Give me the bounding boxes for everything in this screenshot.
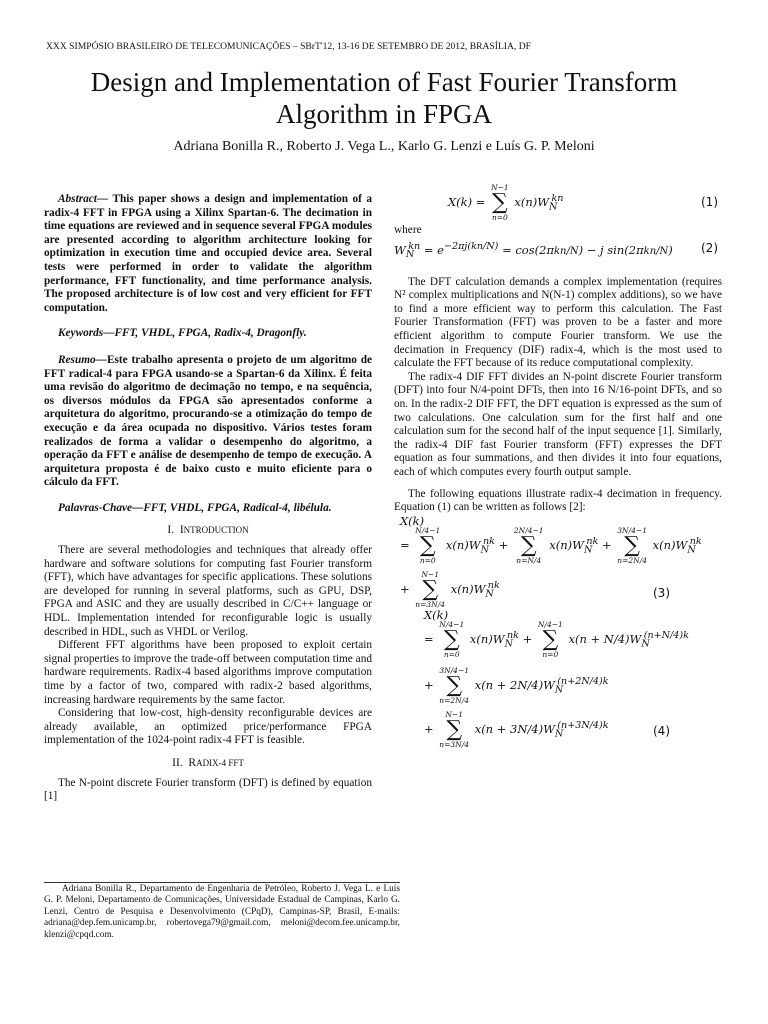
- equation-2: $W_N^{kn} = e^{-2\pi j(kn/N)} = \cos(2\pi kn/N) - j$ sin(2πkn/N) (2): [394, 240, 718, 260]
- abstract-text: This paper shows a design and implementation of a radix-4 FFT in FPGA using a Xilinx Spartan-6. The decimation in time equations are reviewed and in sequence several FPGA modules are presented according to algorithm architecture looking for optimization in execution time and occupied device area. Several tests were performed in order to validate the algorithm performance, FFT functionality, and time performance analysis. The proposed architecture is of low cost and very efficient for FFT computation.: [44, 193, 372, 314]
- author-affiliation-footnote: Adriana Bonilla R., Departamento de Engenharia de Petróleo, Roberto J. Vega L. e Luís G. P. Meloni, Departamento de Comunicações, Universidade Estadual de Campinas, Karlo G. Lenzi, Centro de Pesquisa e Desenvolvimento (CPqD), Campinas-SP, Brasil, E-mails: adriana@dep.fem.unicamp.br, robertovega79@gmail.com, meloni@decom.fee.unicamp.br, klenzi@cpqd.com.: [44, 884, 400, 940]
- abstract: [44, 193, 372, 315]
- dft-paragraph: The DFT calculation demands a complex implementation (requires N² complex multiplications and N(N-1) complex additions), so we have to find a more efficient way to perform this calculation. The Fast Fourier Transformation (FFT) was proven to be a faster and more efficient algorithm to compute Fourier transform. We use the decimation in Frequency (DIF) radix-4, which is the most used to calculate the FFT because of its reduce computational complexity.: [394, 275, 722, 370]
- equation-2-number: (2): [701, 240, 718, 255]
- intro-paragraph: Different FFT algorithms have been proposed to exploit certain signal properties to improve the trade-off between computation time and hardware requirements. Radix-4 based algorithms improve computation time by a factor of two, compared with radix-2 based algorithms, increasing hardware requirements by the same factor.: [44, 639, 372, 706]
- palavras-chave: Palavras-Chave—FFT, VHDL, FPGA, Radical-4, libélula.: [58, 501, 332, 514]
- equation-4-number: (4): [653, 723, 670, 738]
- resumo-text: Este trabalho apresenta o projeto de um algoritmo de FFT radical-4 para FPGA usando-se a Spartan-6 da Xilinx. É feita uma revisão do algoritmo de decimação no tempo, e na sequência, os diversos módulos da FPGA são apresentados conforme a arquitetura do algoritmo, procurando-se a otimização do tempo de execução e da área ocupada no dispositivo. Vários testes foram realizados de forma a validar o desempenho do algoritmo, a operação da FFT e análise de desempenho de tempo de execução. A arquitetura proposta é de baixo custo e muito eficiente para o cálculo da FFT.: [44, 353, 372, 489]
- equation-4: X(k) = N/4−1 ∑ n=0 $x(n)W_N^{nk}$ + N/4−1 ∑ n=0 $x(n + N/4)W_N^{(n+N/4)k}$ + 3N/4−1 ∑ n=2N/4 $x(n + 2N/4)W_N^{(n+2N/4)k}$ + N−1 ∑ n=3N/4 $x(n + 3N/4)W_N^{(n+3N/4)k}$ (4): [424, 607, 689, 749]
- equation-1-number: (1): [701, 195, 718, 209]
- right-column: [394, 180, 722, 759]
- intro-paragraph: There are several methodologies and techniques that already offer hardware and software solutions for computing fast Fourier transform (FFT), which have advantages for specific applications. These solutions are developed for running in several platforms, such as GPU, DSP, FPGA and ASIC and they are usually described in C/C++ language or HDL. Implementation intended for reconfigurable logic is usually described in HDL, such as VHDL or Verilog.: [44, 544, 372, 638]
- equation-3-number: (3): [653, 585, 670, 600]
- radix4-intro-paragraph: The N-point discrete Fourier transform (DFT) is defined by equation [1]: [44, 776, 372, 803]
- paper-title: Design and Implementation of Fast Fourier Transform Algorithm in FPGA: [90, 67, 678, 129]
- abstract-label: Abstract—: [58, 193, 109, 205]
- equation-1: X(k) = N−1 ∑ n=0 $x(n)W_N^{kn}$ (1): [448, 183, 718, 222]
- keywords: Keywords—FFT, VHDL, FPGA, Radix-4, Dragonfly.: [58, 327, 307, 340]
- footnote-divider: [44, 882, 400, 883]
- section-heading-introduction: I. INTRODUCTION: [167, 524, 249, 537]
- equation-3: X(k) = N/4−1 ∑ n=0 $x(n)W_N^{nk}$ + 2N/4−1 ∑ n=N/4 $x(n)W_N^{nk}$ + 3N/4−1 ∑ n=2N/4 $x(n)W_N^{nk}$ + N−1 ∑ n=3N/4 $x(n)W_N^{nk}$ (3): [400, 513, 702, 609]
- radix4-dif-paragraph: The radix-4 DIF FFT divides an N-point discrete Fourier transform (DFT) into four N/4-point DFTs, then into 16 N/16-point DFTs, and so on. In the radix-2 DIF FFT, the DFT equation is expressed as the sum of two calculations. One calculation sum for the first half and one calculation sum for the second half of the input sequence [1]. Similarly, the radix-4 DIF fast Fourier transform (FFT) expresses the DFT equation as four summations, and then divides it into four equations, each of which computes every fourth output sample.: [394, 370, 722, 478]
- section-heading-radix4: II. RADIX-4 FFT: [172, 756, 244, 769]
- author-list: Adriana Bonilla R., Roberto J. Vega L., Karlo G. Lenzi e Luís G. P. Meloni: [173, 139, 595, 154]
- resumo-label: Resumo—: [58, 353, 107, 366]
- conference-header: XXX SIMPÓSIO BRASILEIRO DE TELECOMUNICAÇÕES – SBrT'12, 13-16 DE SETEMBRO DE 2012, BRASÍLIA, DF: [46, 41, 531, 52]
- where-label: where: [394, 224, 422, 236]
- equations-intro-paragraph: The following equations illustrate radix-4 decimation in frequency. Equation (1) can be written as follows [2]:: [394, 487, 722, 514]
- left-column: [44, 180, 372, 804]
- resumo: [44, 354, 372, 490]
- intro-paragraph: Considering that low-cost, high-density reconfigurable devices are already available, an optimized price/performance FPGA implementation of the 1024-point radix-4 FFT is feasible.: [44, 707, 372, 747]
